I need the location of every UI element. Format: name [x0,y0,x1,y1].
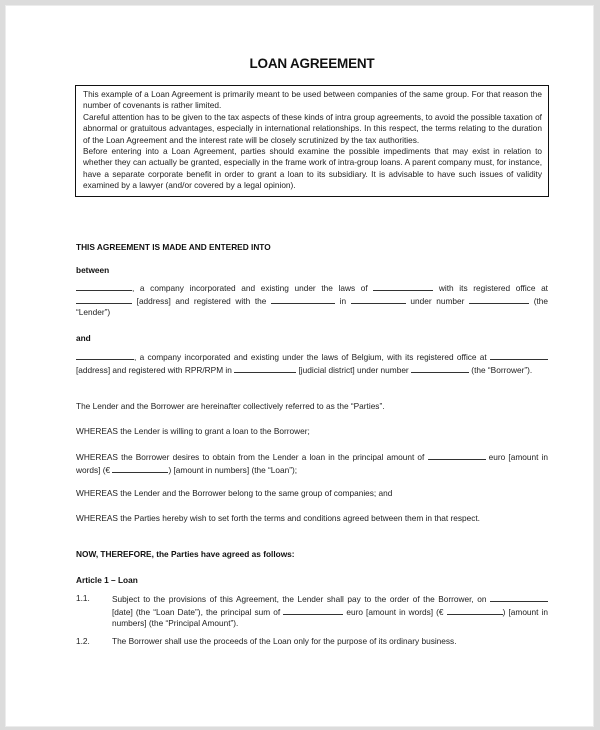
clause-number: 1.1. [76,593,90,603]
clause-1-2 [76,636,548,648]
lender-number-blank[interactable] [469,295,529,304]
notice-paragraph: This example of a Loan Agreement is primarily meant to be used between companies of the same group. For that reason the number of covenants is rather limited. [83,89,542,111]
clause-text: The Borrower shall use the proceeds of the Loan only for the purpose of its ordinary business. [112,636,457,646]
whereas-4: WHEREAS the Parties hereby wish to set forth the terms and conditions agreed between them in that respect. [76,513,480,523]
borrower-district-blank[interactable] [234,364,296,373]
clause-number: 1.2. [76,636,90,646]
lender-city-blank[interactable] [351,295,406,304]
lender-register-blank[interactable] [271,295,335,304]
loan-amount-words-blank[interactable] [428,451,486,460]
and-label: and [76,333,91,343]
notice-paragraph: Before entering into a Loan Agreement, parties should examine the possible impediments that may exist in relation to whether they can actually be granted, especially in the frame work of intra-group loans. A parent company must, for instance, have a separate corporate benefit in order to grant a loan to its subsidiary. It is advisable to have such issues of validity examined by a lawyer (and/or covered by a legal opinion). [83,146,542,191]
principal-words-blank[interactable] [283,606,343,615]
notice-box [75,85,549,197]
notice-paragraph: Careful attention has to be given to the tax aspects of these kinds of intra group agreements, to avoid the possible taxation of abnormal or gratuitous advantages, especially in international relationships. In this respect, the terms relating to the duration of the Loan Agreement and the interest rate will be closely scrutinized by the tax authorities. [83,111,542,145]
borrower-address-blank[interactable] [490,351,548,360]
clause-1-1: 1.1. Subject to the provisions of this Agreement, the Lender shall pay to the order of the Borrower, on [date] (the “Loan Date”), the principal sum of euro [amount in words] (€ ) [amount in numbers] (the “Principal Amount”). [76,593,548,629]
lender-address-blank[interactable] [76,295,132,304]
between-label: between [76,265,110,275]
loan-amount-numbers-blank[interactable] [112,464,168,473]
lender-name-blank[interactable] [76,282,132,291]
lender-clause: , a company incorporated and existing under the laws of with its registered office at [address] and registered with the in under number (the “Lender”) [76,283,548,318]
document-title: LOAN AGREEMENT [249,56,375,71]
borrower-clause: , a company incorporated and existing under the laws of Belgium, with its registered office at [address] and registered with RPR/RPM in [judicial district] under number (the “Borrower”). [76,351,548,376]
now-therefore: NOW, THEREFORE, the Parties have agreed as follows: [76,549,295,559]
principal-numbers-blank[interactable] [447,606,503,615]
intro-heading: THIS AGREEMENT IS MADE AND ENTERED INTO [76,242,271,252]
borrower-name-blank[interactable] [76,351,134,360]
whereas-1: WHEREAS the Lender is willing to grant a loan to the Borrower; [76,426,310,436]
whereas-3: WHEREAS the Lender and the Borrower belong to the same group of companies; and [76,488,393,498]
article-1-heading: Article 1 – Loan [76,575,138,585]
parties-sentence: The Lender and the Borrower are hereinafter collectively referred to as the “Parties”. [76,401,385,411]
whereas-2: WHEREAS the Borrower desires to obtain from the Lender a loan in the principal amount of euro [amount in words] (€ ) [amount in numbers] (the “Loan”); [76,452,548,475]
document-page [5,5,594,727]
loan-date-blank[interactable] [490,593,548,602]
lender-jurisdiction-blank[interactable] [373,282,433,291]
borrower-number-blank[interactable] [411,364,469,373]
